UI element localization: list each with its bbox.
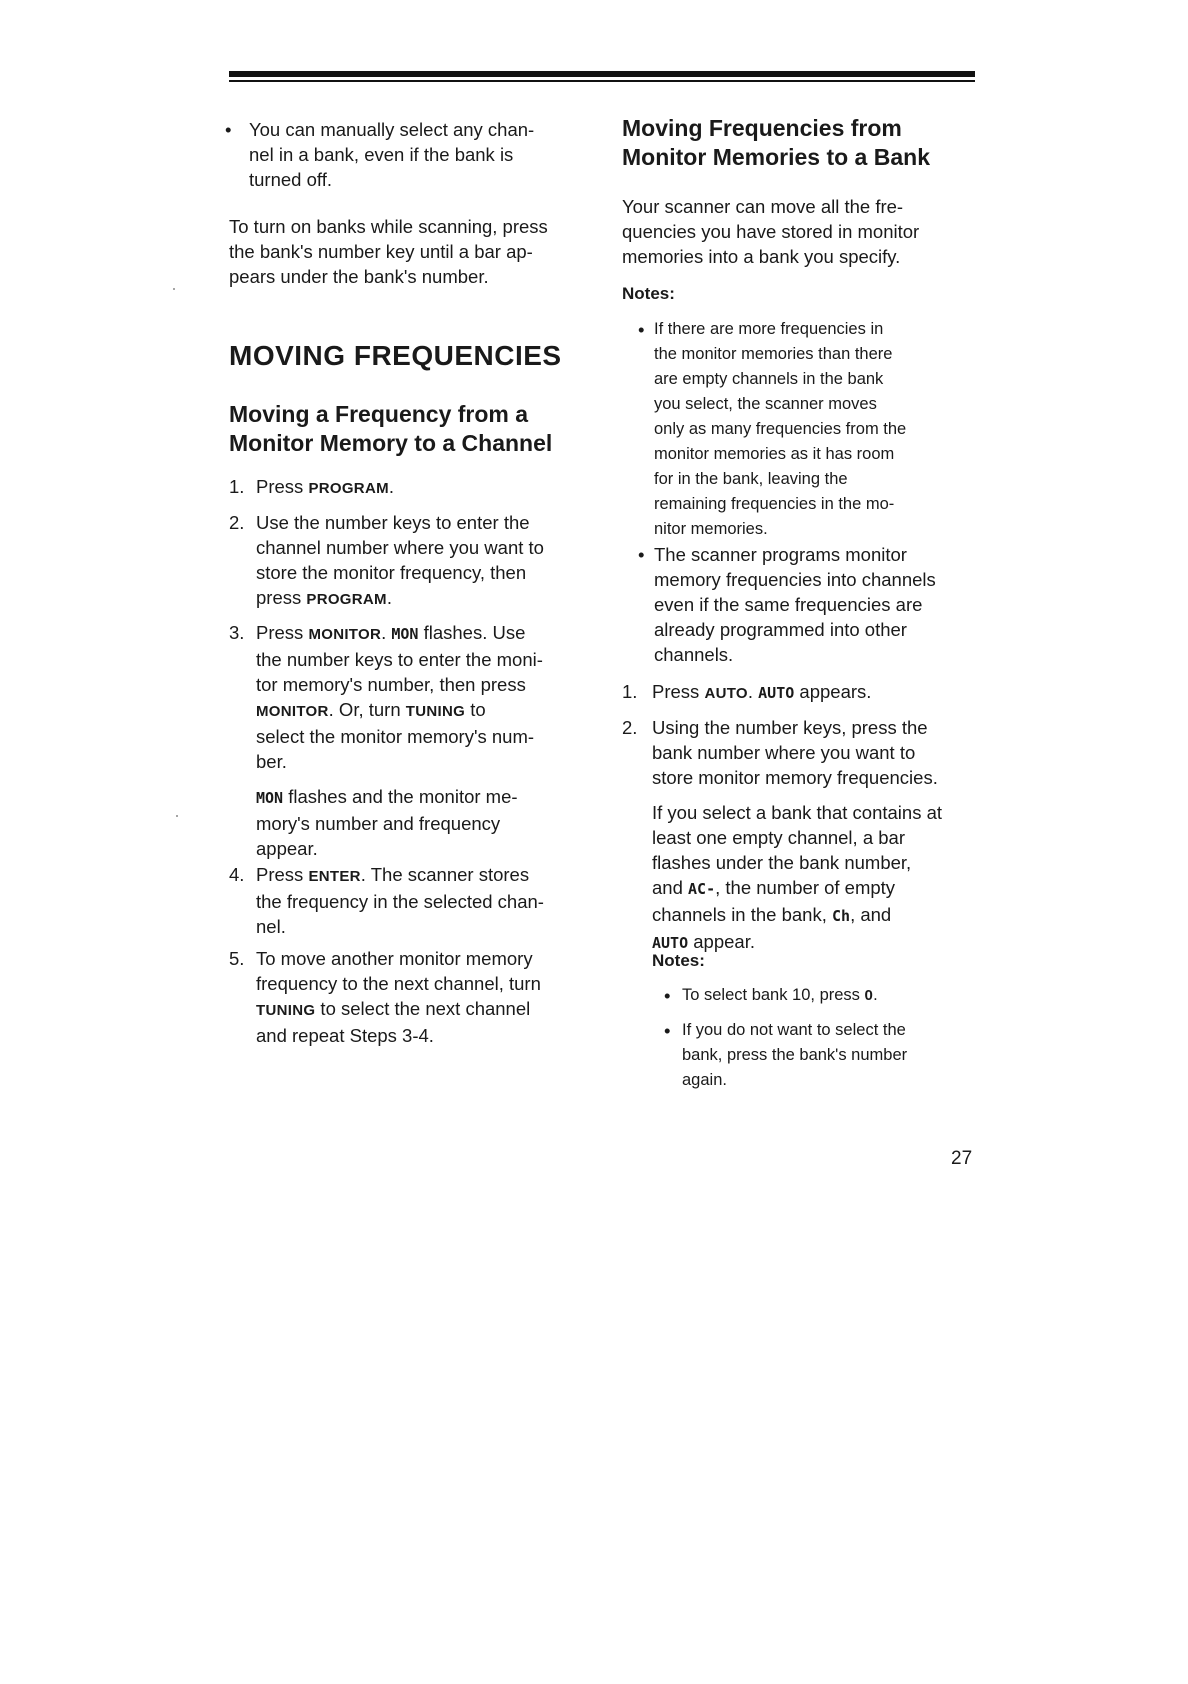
text: Press (256, 476, 309, 497)
text: Press (256, 864, 309, 885)
step-3 (256, 620, 596, 861)
text-line: you select, the scanner moves (654, 395, 877, 413)
scan-speck (173, 288, 175, 290)
text-line: quencies you have stored in monitor (622, 221, 920, 242)
step-1 (256, 474, 596, 501)
title-line: Moving Frequencies from (622, 115, 902, 141)
text-line: remaining frequencies in the mo- (654, 495, 895, 513)
bullet-marker: • (638, 319, 645, 340)
page-number: 27 (951, 1148, 973, 1169)
text-line: the monitor memories than there (654, 345, 893, 363)
text-line: Using the number keys, press the (652, 717, 928, 738)
note-programs-memory (654, 542, 980, 667)
text: to (465, 699, 486, 720)
key-zero: 0 (864, 987, 874, 1004)
display-mon: MON (391, 625, 419, 643)
text: . (388, 476, 395, 497)
notes-label: Notes: (622, 284, 675, 303)
text-line: the bank's number key until a bar ap- (229, 241, 533, 262)
scan-speck (176, 815, 178, 817)
text: and (652, 877, 689, 898)
text: , the number of empty (715, 877, 896, 898)
text-line: bank number where you want to (652, 742, 916, 763)
text: Press (256, 622, 309, 643)
bullet-manual-select (249, 117, 589, 192)
paragraph-turn-on-banks (229, 214, 589, 289)
text-line: Use the number keys to enter the (256, 512, 530, 533)
subsection-title-left (229, 400, 552, 458)
title-line: Monitor Memories to a Bank (622, 144, 930, 170)
step-number: 5. (229, 948, 245, 969)
note-select-bank-10 (682, 983, 982, 1008)
text: appear. (688, 931, 755, 952)
text-line: appear. (256, 838, 318, 859)
text-line: the number keys to enter the moni- (256, 649, 543, 670)
step-auto (652, 679, 982, 706)
step-number: 3. (229, 622, 245, 643)
notes-label: Notes: (652, 951, 705, 970)
text-line: If you do not want to select the (682, 1021, 906, 1039)
key-program: PROGRAM (308, 480, 389, 497)
title-line: Moving a Frequency from a (229, 401, 529, 427)
text-line: only as many frequencies from the (654, 420, 907, 438)
key-enter: ENTER (308, 868, 361, 885)
key-auto: AUTO (704, 685, 748, 702)
display-ch: Ch (832, 907, 851, 925)
text-line: channel number where you want to (256, 537, 544, 558)
text-line: You can manually select any chan- (249, 119, 535, 140)
text-line: memories into a bank you specify. (622, 246, 901, 267)
text: press (256, 587, 307, 608)
text-line: and repeat Steps 3-4. (256, 1025, 434, 1046)
step-2 (256, 510, 596, 612)
text: . Or, turn (328, 699, 406, 720)
text-line: nel in a bank, even if the bank is (249, 144, 514, 165)
display-ac: AC- (688, 880, 716, 898)
text-line: The scanner programs monitor (654, 544, 907, 565)
text: flashes. Use (418, 622, 526, 643)
text-line: Your scanner can move all the fre- (622, 196, 904, 217)
text-line: least one empty channel, a bar (652, 827, 905, 848)
section-title: MOVING FREQUENCIES (229, 340, 562, 371)
text-line: To turn on banks while scanning, press (229, 216, 548, 237)
step-number: 4. (229, 864, 245, 885)
text: flashes and the monitor me- (283, 786, 518, 807)
key-monitor: MONITOR (256, 703, 329, 720)
note-deselect-bank (682, 1018, 982, 1093)
text: . (873, 986, 878, 1004)
key-tuning: TUNING (256, 1002, 316, 1019)
bullet-marker: • (664, 1020, 671, 1041)
text-line: mory's number and frequency (256, 813, 501, 834)
text-line: even if the same frequencies are (654, 594, 923, 615)
step-number: 2. (622, 717, 638, 738)
key-tuning: TUNING (405, 703, 466, 720)
text-line: channels. (654, 644, 734, 665)
text: . (381, 622, 392, 643)
text-line: for in the bank, leaving the (654, 470, 848, 488)
key-program: PROGRAM (306, 591, 387, 608)
display-auto: AUTO (652, 934, 689, 952)
key-monitor: MONITOR (308, 626, 382, 643)
text-line: turned off. (249, 169, 332, 190)
bullet-marker: • (664, 985, 671, 1006)
step-5 (256, 946, 596, 1048)
intro-paragraph (622, 194, 982, 269)
text-line: monitor memories as it has room (654, 445, 895, 463)
text-line: nel. (256, 916, 286, 937)
text: , and (850, 904, 892, 925)
text-line: tor memory's number, then press (256, 674, 526, 695)
header-rule-thick (229, 71, 975, 77)
text-line: already programmed into other (654, 619, 907, 640)
text: appears. (794, 681, 872, 702)
text-line: nitor memories. (654, 520, 768, 538)
step-number: 2. (229, 512, 245, 533)
step-4 (256, 862, 596, 939)
text-line: memory frequencies into channels (654, 569, 936, 590)
step-number: 1. (229, 476, 245, 497)
header-rule-thin (229, 80, 975, 82)
text: to select the next channel (315, 998, 531, 1019)
text-line: If you select a bank that contains at (652, 802, 943, 823)
text: . (386, 587, 392, 608)
text-line: To move another monitor memory (256, 948, 533, 969)
subsection-title-right (622, 114, 930, 172)
text: To select bank 10, press (682, 986, 865, 1004)
display-auto: AUTO (758, 684, 795, 702)
text-line: If there are more frequencies in (654, 320, 884, 338)
text-line: flashes under the bank number, (652, 852, 912, 873)
text-line: store the monitor frequency, then (256, 562, 527, 583)
text: channels in the bank, (652, 904, 832, 925)
text-line: pears under the bank's number. (229, 266, 489, 287)
text-line: again. (682, 1071, 727, 1089)
text: . (747, 681, 759, 702)
text-line: select the monitor memory's num- (256, 726, 535, 747)
text: Press (652, 681, 705, 702)
text-line: store monitor memory frequencies. (652, 767, 938, 788)
display-mon: MON (256, 789, 284, 807)
step-bank-number (652, 715, 982, 956)
text-line: the frequency in the selected chan- (256, 891, 544, 912)
step-number: 1. (622, 681, 638, 702)
note-more-frequencies (654, 317, 980, 542)
bullet-marker: • (638, 544, 645, 565)
text-line: frequency to the next channel, turn (256, 973, 541, 994)
title-line: Monitor Memory to a Channel (229, 430, 553, 456)
bullet-marker: • (225, 119, 232, 140)
text-line: bank, press the bank's number (682, 1046, 908, 1064)
text-line: are empty channels in the bank (654, 370, 884, 388)
text-line: ber. (256, 751, 287, 772)
text: . The scanner stores (360, 864, 530, 885)
